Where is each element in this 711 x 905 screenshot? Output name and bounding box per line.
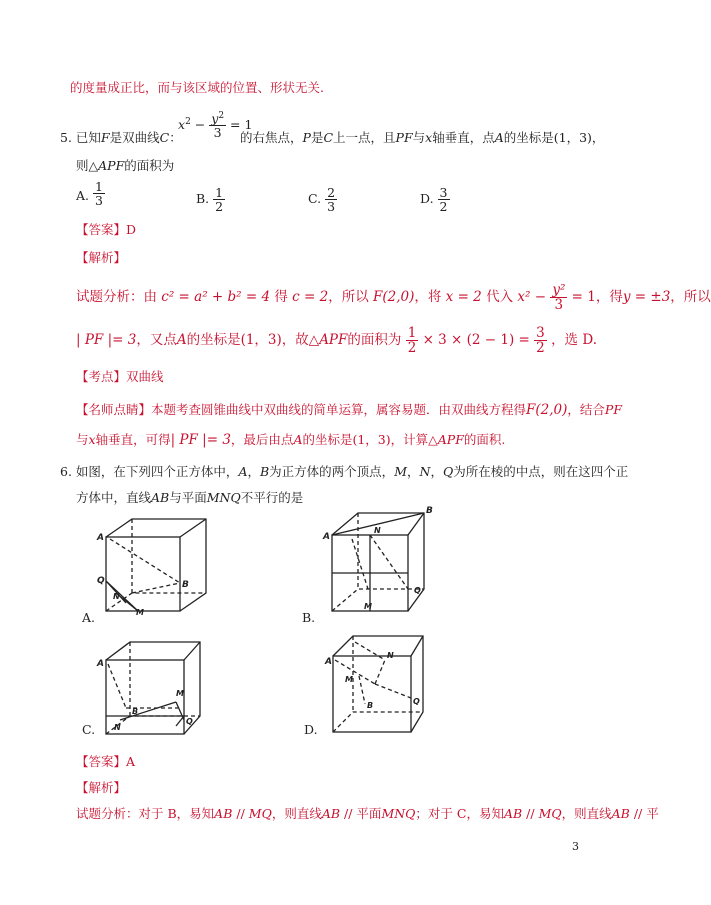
q6-stem-a: 如图，在下列四个正方体中，	[75, 464, 239, 479]
q6-stem-c: 为所在棱的中点，则在这四个正	[453, 464, 629, 479]
page-number: 3	[572, 840, 579, 853]
q5-var-A: A	[494, 130, 504, 145]
q5-eq-one: = 1	[230, 117, 253, 133]
q5-stem-c: 的右焦点，	[240, 130, 303, 145]
q5-an-eq2a: x² −	[517, 289, 547, 306]
q5-line2-a: 则△	[76, 158, 99, 173]
q5-stem-line1-cont	[240, 128, 604, 146]
fig-d-label-Q: Q	[413, 697, 420, 706]
q6-stem-l2b: 与平面	[169, 490, 207, 505]
q5-an2-b: 的坐标是(1，3)，故△	[186, 332, 320, 349]
q6-fig-c-label: C.	[82, 722, 96, 737]
q5-option-label: A.	[76, 188, 90, 204]
q5-an2-a: ，又点	[136, 332, 177, 349]
q5-option-num: 2	[327, 185, 336, 200]
q6-an-mq3: MQ	[538, 806, 562, 821]
q6-an-par4: //	[629, 806, 647, 821]
q5-an-f: 代入	[486, 289, 514, 306]
q5-an-y3: y = ±3	[622, 289, 671, 306]
q5-var-x: x	[425, 130, 433, 145]
q6-answer: 【答案】A	[76, 754, 136, 769]
fig-c-label-N: N	[114, 723, 121, 732]
q5-option-label: B.	[196, 191, 210, 207]
q5-stem-h: 的坐标是(1，3)，	[503, 130, 605, 145]
q6-analysis-line1	[76, 804, 659, 822]
q5-an2-c: 的面积为	[347, 332, 402, 349]
q5-option-num: 1	[95, 179, 103, 194]
q5-an-eq: c² = a² + b² = 4	[161, 289, 271, 306]
q5-analysis-line2	[76, 326, 597, 355]
q5-an2-A: A	[176, 332, 187, 349]
fig-b-label-B: B	[426, 506, 433, 516]
cube-figure-d	[325, 632, 433, 736]
q5-answer: 【答案】D	[76, 222, 137, 237]
q5-an-pf: | PF |= 3	[76, 332, 137, 349]
fig-b-label-M: M	[364, 602, 372, 611]
q5-an-d: ，所以	[328, 289, 369, 306]
q6-an-ab2: AB	[321, 806, 341, 821]
q5-an2-d2: 2	[536, 340, 545, 357]
q6-var-N: N	[419, 464, 431, 479]
q5-option-num: 3	[439, 185, 448, 200]
q5-eq-x: x	[178, 117, 186, 133]
q6-fig-d-label: D.	[304, 722, 318, 737]
q5-an-F: F(2,0)	[373, 289, 415, 306]
q6-fig-a-label: A.	[82, 610, 96, 625]
q6-an-c: 平面	[356, 806, 382, 821]
cube-figure-c	[96, 638, 212, 738]
q6-an-mnq: MNQ	[381, 806, 416, 821]
q6-an-par2: //	[340, 806, 357, 821]
q5-option-label: C.	[308, 191, 322, 207]
q5-var-APF: APF	[98, 158, 125, 173]
q6-an-e: ，则直线	[561, 806, 612, 821]
q5-an2-d1: 2	[407, 340, 417, 357]
q6-stem-line2	[76, 488, 303, 506]
q5-option-den: 2	[439, 199, 448, 215]
q6-analysis-title: 【解析】	[76, 780, 127, 795]
fig-c-label-A: A	[97, 659, 104, 669]
q5-var-PF: PF	[395, 130, 413, 145]
fig-b-label-N: N	[374, 526, 381, 535]
q6-stem-b: 为正方体的两个顶点，	[269, 464, 395, 479]
q5-an2-APF: APF	[319, 332, 348, 349]
fig-d-label-M: M	[345, 675, 353, 684]
q5-an-c: c = 2	[292, 289, 329, 306]
q6-comma: ，	[247, 464, 260, 479]
q6-stem-l2c: 不平行的是	[240, 490, 304, 505]
q6-an-par1: //	[232, 806, 249, 821]
q5-an-y2: y²	[552, 282, 566, 298]
q5-option-den: 3	[327, 199, 336, 215]
fig-a-label-N: N	[113, 592, 120, 601]
q5-option-d	[420, 186, 450, 213]
q5-eq-fraction: $\frac{y^2}{3}$	[211, 111, 225, 141]
q5-tip-line1	[76, 400, 622, 418]
q6-an-ab1: AB	[214, 806, 233, 821]
q5-an-frac	[550, 283, 567, 312]
q5-tip-a: 【名师点睛】本题考查圆锥曲线中双曲线的简单运算，属容易题．由双曲线方程得	[76, 402, 527, 417]
q5-option-label: D.	[420, 191, 434, 207]
fig-d-label-A: A	[325, 657, 332, 667]
q5-tip2-x: x	[88, 432, 96, 447]
q5-tip2-A: A	[293, 432, 303, 447]
q5-tip2-a: 与	[76, 432, 89, 447]
q6-an-par3: //	[522, 806, 539, 821]
q5-hyperbola-equation: $x^2$ − $\frac{y^2}{3}$ = 1	[178, 111, 253, 141]
fig-a-label-M: M	[136, 608, 144, 617]
q5-an-den: 3	[554, 297, 564, 314]
q5-var-F: F	[100, 130, 110, 145]
q5-eq-minus: −	[194, 117, 206, 133]
fig-a-label-B: B	[182, 580, 189, 590]
q5-colon: ：	[169, 130, 182, 145]
q5-an-g: ，得	[595, 289, 623, 306]
q5-tip-line2	[76, 430, 505, 448]
q5-stem-b: 是双曲线	[109, 130, 160, 145]
q6-comma: ，	[430, 464, 443, 479]
fig-b-label-Q: Q	[414, 586, 421, 595]
cube-figure-b	[322, 505, 440, 613]
q5-tip2-APF: APF	[437, 432, 464, 447]
cube-figure-a	[96, 515, 216, 615]
prev-paragraph-text: 的度量成正比，而与该区域的位置、形状无关.	[70, 80, 324, 95]
q5-an-a: 试题分析：由	[76, 289, 157, 306]
q5-tip2-e: 的面积.	[463, 432, 506, 447]
q6-fig-b-label: B.	[302, 610, 316, 625]
q5-stem-line2	[76, 156, 174, 174]
q5-tip-F: F(2,0)	[526, 402, 568, 418]
q5-option-a	[76, 179, 105, 209]
q6-stem-l2a: 方体中，直线	[76, 490, 152, 505]
q6-var-MNQ: MNQ	[206, 490, 241, 505]
q5-tip2-d: 的坐标是(1，3)，计算△	[302, 432, 438, 447]
q6-an-b: ，则直线	[271, 806, 322, 821]
q5-tip-PF: PF	[604, 402, 622, 417]
q5-var-C2: C	[323, 130, 334, 145]
q5-stem-f: 与	[412, 130, 426, 145]
fig-b-label-A: A	[323, 532, 330, 542]
q5-an2-end: ，选 D.	[551, 332, 597, 349]
q5-option-b	[196, 186, 225, 213]
q6-an-mq1: MQ	[248, 806, 272, 821]
q6-var-B: B	[259, 464, 270, 479]
q5-an2-mid: × 3 × (2 − 1) =	[422, 332, 530, 349]
q5-eq-den: 3	[213, 125, 222, 141]
q6-an-ab3: AB	[503, 806, 523, 821]
q5-an-x: x = 2	[445, 289, 482, 306]
fig-a-label-A: A	[97, 533, 104, 543]
fig-d-label-N: N	[387, 651, 394, 660]
q5-an-h: ，所以	[670, 289, 711, 306]
q5-an-b: 得	[274, 289, 288, 306]
q5-stem-d: 是	[310, 130, 324, 145]
q5-an-eq2b: = 1	[571, 289, 596, 306]
q6-an-ab4: AB	[611, 806, 630, 821]
q5-analysis-title: 【解析】	[76, 250, 127, 265]
q5-var-P: P	[302, 130, 311, 145]
fig-c-label-M: M	[176, 689, 184, 698]
q5-tip-b: ，结合	[567, 402, 605, 417]
q5-var-C: C	[159, 130, 170, 145]
q6-stem-line1	[60, 462, 628, 480]
q5-tip2-c: ，最后由点	[230, 432, 294, 447]
q6-an-f: 平	[646, 806, 659, 821]
fig-c-label-Q: Q	[186, 717, 193, 726]
q5-option-num: 1	[215, 185, 224, 200]
q5-kaodian: 【考点】双曲线	[76, 369, 164, 384]
q5-eq-y: y	[211, 111, 219, 127]
q5-tip2-b: 轴垂直，可得	[95, 432, 171, 447]
q5-tip2-pf: | PF |= 3	[170, 432, 231, 448]
q6-an-a: 试题分析：对于 B，易知	[76, 806, 215, 821]
q5-stem-line1	[60, 128, 182, 146]
q5-option-c	[308, 186, 337, 213]
q5-analysis-line1	[76, 283, 711, 312]
q6-an-d: ；对于 C，易知	[415, 806, 504, 821]
q6-var-Q: Q	[442, 464, 454, 479]
q6-var-M: M	[394, 464, 407, 479]
q5-number: 5.	[60, 130, 72, 145]
q5-option-den: 3	[95, 193, 103, 209]
fig-a-label-Q: Q	[97, 576, 105, 586]
q5-an-e: ，将	[414, 289, 442, 306]
q5-an2-n1: 1	[407, 325, 417, 341]
fig-c-label-B: B	[132, 707, 139, 716]
q6-var-AB: AB	[151, 490, 170, 505]
q5-option-den: 2	[215, 199, 224, 215]
q5-stem-e: 上一点，且	[333, 130, 396, 145]
q6-number: 6.	[60, 464, 72, 479]
q5-stem-g: 轴垂直，点	[432, 130, 495, 145]
fig-d-label-B: B	[367, 701, 374, 710]
q6-var-A: A	[238, 464, 248, 479]
q5-an2-n2: 3	[536, 325, 545, 341]
q6-comma: ，	[407, 464, 420, 479]
q5-line2-b: 的面积为	[124, 158, 175, 173]
q5-stem-a: 已知	[75, 130, 101, 145]
